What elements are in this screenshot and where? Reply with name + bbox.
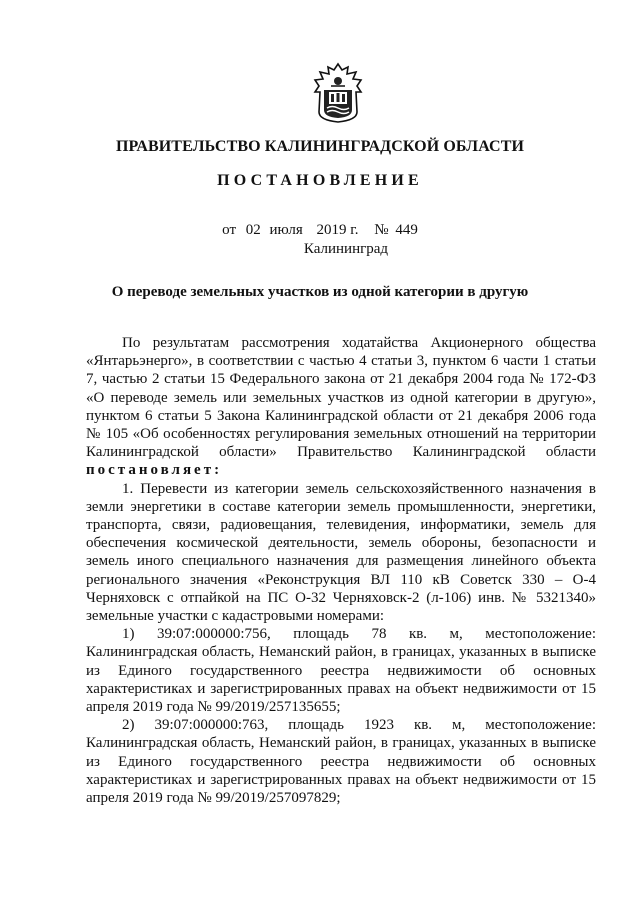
number-label: № — [374, 222, 389, 238]
date-day: 02 — [245, 222, 261, 238]
list-item: 1) 39:07:000000:756, площадь 78 кв. м, местоположение: Калининградская область, Неманский район, в границах, указанных в выписке из Единого государственного реестра недвижимости об основных характеристиках и зарегистрированных правах на объект недвижимости от 15 апреля 2019 года № 99/2019/257135655; — [86, 626, 596, 716]
date-line — [0, 222, 640, 239]
intro-text: По результатам рассмотрения ходатайства Акционерного общества «Янтарьэнерго», в соответствии с частью 4 статьи 3, пунктом 6 части 1 статьи 7, частью 2 статьи 15 Федерального закона от 21 декабря 2004 года № 172-ФЗ «О переводе земель или земельных участков из одной категории в другую», пунктом 6 статьи 5 Закона Калининградской области от 21 декабря 2006 года № 105 «Об особенностях регулирования земельных отношений на территории Калининградской области» Правительство Калининградской области — [86, 335, 596, 461]
government-name: ПРАВИТЕЛЬСТВО КАЛИНИНГРАДСКОЙ ОБЛАСТИ — [115, 138, 525, 155]
document-number: 449 — [395, 222, 418, 238]
date-year: 2019 г. — [316, 222, 359, 238]
coat-of-arms-icon — [311, 62, 365, 124]
date-prefix: от — [222, 222, 237, 238]
document-title: О переводе земельных участков из одной категории в другую — [111, 284, 529, 300]
date-month: июля — [269, 222, 303, 238]
list-item: 2) 39:07:000000:763, площадь 1923 кв. м, местоположение: Калининградская область, Неманский район, в границах, указанных в выписке из Единого государственного реестра недвижимости об основных характеристиках и зарегистрированных правах на объект недвижимости от 15 апреля 2019 года № 99/2019/257097829; — [86, 717, 596, 807]
document-type: ПОСТАНОВЛЕНИЕ — [217, 172, 423, 189]
intro-paragraph — [86, 334, 596, 480]
city: Калининград — [303, 241, 389, 257]
document-body — [86, 334, 596, 807]
resolves-word: постановляет: — [86, 462, 223, 479]
point-1: 1. Перевести из категории земель сельскохозяйственного назначения в земли энергетики в составе категории земель промышленности, энергетики, транспорта, связи, радиовещания, телевидения, информатики, земель для обеспечения космической деятельности, земель обороны, безопасности и земель иного специального назначения для размещения линейного объекта регионального значения «Реконструкция ВЛ 110 кВ Советск 330 – О-4 Черняховск с отпайкой на ПС О-32 Черняховск-2 (л-106) инв. № 5321340» земельные участки с кадастровыми номерами: — [86, 480, 596, 625]
